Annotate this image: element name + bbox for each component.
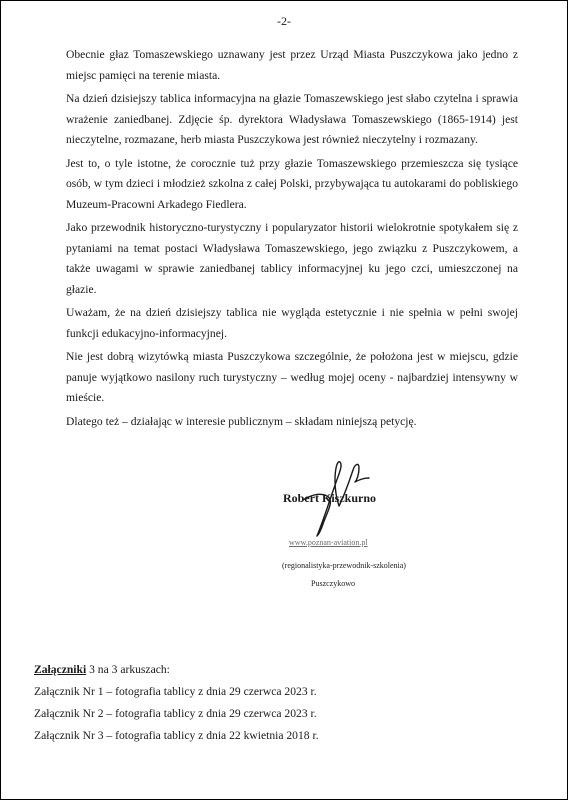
website-link[interactable]: www.poznan-aviation.pl: [289, 538, 368, 547]
paragraph-6: [66, 347, 518, 409]
paragraph-text: Uważam, że na dzień dzisiejszy tablica nie wygląda estetycznie i nie spełnia w pełni swojej funkcji edukacyjno-informacyjnej.: [66, 306, 518, 340]
attachments-heading: [34, 659, 514, 681]
paragraph-5: [66, 303, 518, 344]
paragraph-text: Obecnie głaz Tomaszewskiego uznawany jest przez Urząd Miasta Puszczykowa jako jedno z miejsc pamięci na terenie miasta.: [66, 48, 518, 82]
attachment-item: Załącznik Nr 2 – fotografia tablicy z dnia 29 czerwca 2023 r.: [34, 707, 317, 720]
attachment-item: Załącznik Nr 3 – fotografia tablicy z dnia 22 kwietnia 2018 r.: [34, 729, 319, 742]
signer-role: (regionalistyka-przewodnik-szkolenia): [282, 561, 406, 570]
paragraph-text: Jako przewodnik historyczno-turystyczny i popularyzator historii wielokrotnie spotykałem się z pytaniami na temat postaci Władysława Tomaszewskiego, jego związku z Puszczykowem, a także uwagami w sprawie zaniedbanej tablicy informacyjnej ku jego czci, umieszczonej na głazie.: [66, 221, 518, 296]
paragraph-text: Dlatego też – działając w interesie publicznym – składam niniejszą petycję.: [66, 414, 417, 428]
attachments-list: [34, 659, 514, 747]
attachments-heading-bold: Załączniki: [34, 663, 87, 676]
page-number: -2-: [277, 14, 291, 28]
paragraph-3: [66, 154, 518, 216]
paragraph-2: [66, 89, 518, 151]
paragraph-4: [66, 218, 518, 300]
paragraph-text: Jest to, o tyle istotne, że corocznie tuż przy głazie Tomaszewskiego przemieszcza się tysiące osób, w tym dzieci i młodzież szkolna z całej Polski, przybywająca tu autokarami do pobliskiego Muzeum-Pracowni Arkadego Fiedlera.: [66, 156, 518, 211]
signer-name: Robert Kiszkurno: [283, 491, 376, 505]
letter-body: [66, 45, 518, 435]
paragraph-7: [66, 412, 518, 433]
attachment-item: Załącznik Nr 1 – fotografia tablicy z dnia 29 czerwca 2023 r.: [34, 685, 317, 698]
paragraph-text: Na dzień dzisiejszy tablica informacyjna na głazie Tomaszewskiego jest słabo czytelna i sprawia wrażenie zaniedbanej. Zdjęcie śp. dyrektora Władysława Tomaszewskiego (1865-1914) jest nieczytelne, rozmazane, herb miasta Puszczykowa jest również nieczytelny i rozmazany.: [66, 92, 518, 146]
paragraph-text: Nie jest dobrą wizytówką miasta Puszczykowa szczególnie, że położona jest w miejscu, gdzie panuje wyjątkowo nasilony ruch turystyczny – według mojej oceny - najbardziej intensywny w mieście.: [66, 350, 518, 404]
signer-city: Puszczykowo: [311, 579, 355, 588]
attachments-heading-rest: 3 na 3 arkuszach:: [86, 663, 170, 676]
paragraph-1: [66, 45, 518, 86]
